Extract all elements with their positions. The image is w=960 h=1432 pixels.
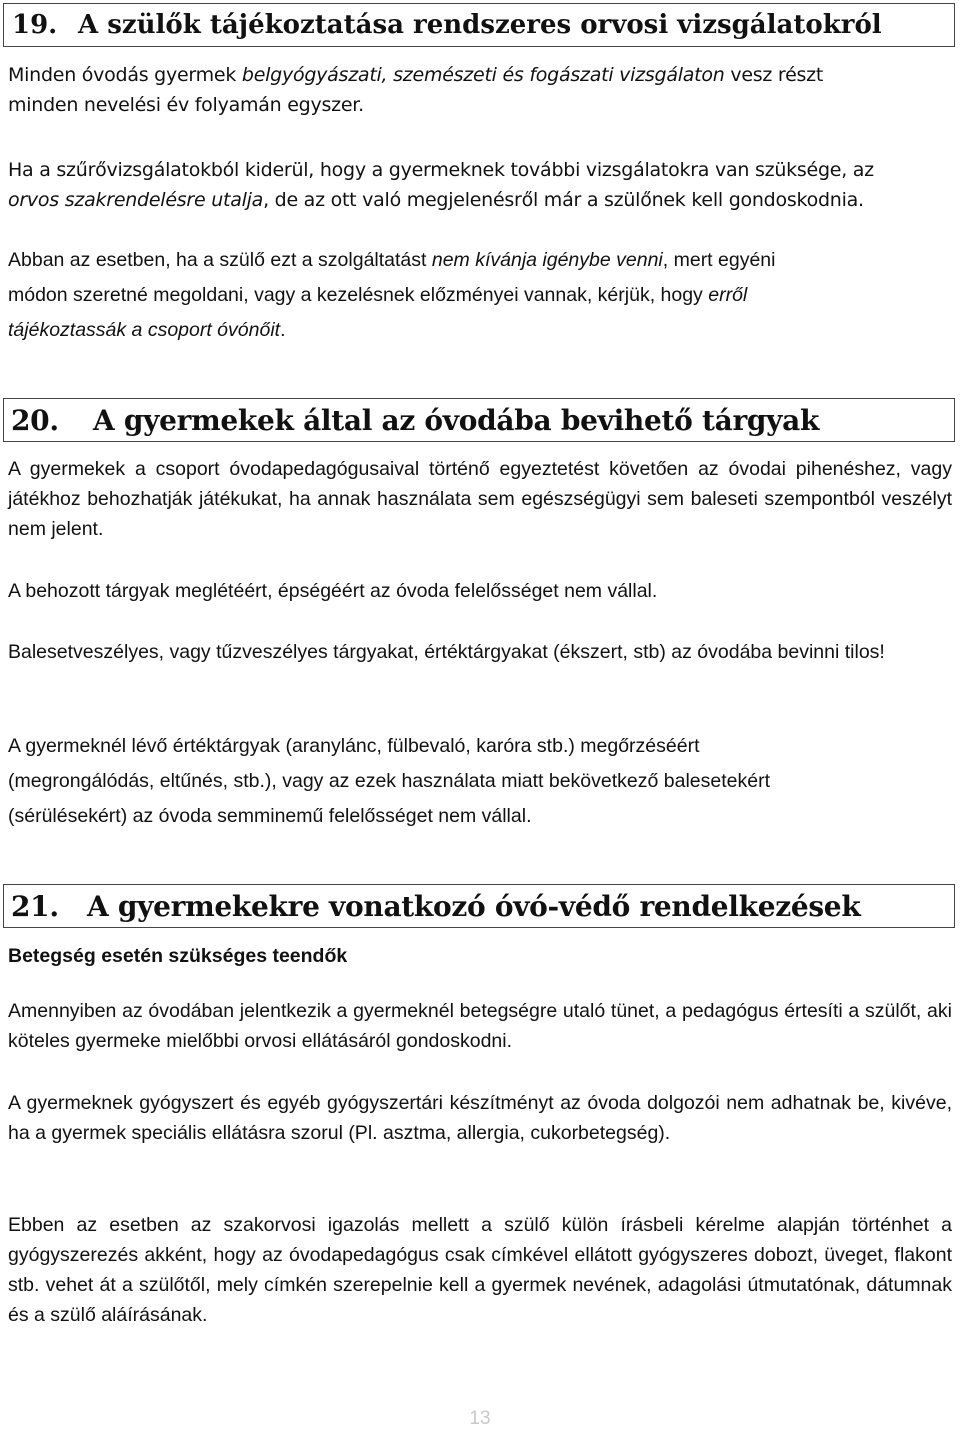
text-run: módon szeretné megoldani, vagy a kezelésnek előzményei vannak, kérjük, hogy (8, 284, 709, 306)
section-title: A szülők tájékoztatása rendszeres orvosi vizsgálatokról (78, 10, 882, 40)
text-run: Abban az esetben, ha a szülő ezt a szolgáltatást (8, 249, 432, 271)
text-line: Ha a szűrővizsgálatokból kiderül, hogy a gyermeknek további vizsgálatokra van szüksége, az (8, 159, 874, 181)
text-run: vesz részt (724, 64, 824, 86)
paragraph: A behozott tárgyak meglétéért, épségéért az óvoda felelősséget nem vállal. (8, 580, 658, 602)
section-number: 20. (11, 403, 59, 437)
subheading: Betegség esetén szükséges teendők (8, 945, 348, 967)
text-line: minden nevelési év folyamán egyszer. (8, 94, 364, 116)
paragraph (8, 60, 952, 120)
section-21-heading (3, 884, 955, 928)
page-number: 13 (469, 1408, 491, 1429)
text-run: Minden óvodás gyermek (8, 64, 242, 86)
paragraph (8, 729, 952, 834)
paragraph (8, 155, 952, 215)
paragraph: Balesetveszélyes, vagy tűzveszélyes tárgyakat, értéktárgyakat (ékszert, stb) az óvodába bevinni tilos! (8, 641, 885, 663)
paragraph (8, 243, 952, 348)
text-line: (megrongálódás, eltűnés, stb.), vagy az ezek használata miatt bekövetkező balesetekért (8, 770, 771, 792)
paragraph: A gyermeknek gyógyszert és egyéb gyógyszertári készítményt az óvoda dolgozói nem adhatnak be, kivéve, ha a gyermek speciális ellátásra szorul (Pl. asztma, allergia, cukorbetegség). (8, 1092, 952, 1144)
paragraph: Amennyiben az óvodában jelentkezik a gyermeknél betegségre utaló tünet, a pedagógus értesíti a szülőt, aki köteles gyermeke mielőbbi orvosi ellátásáról gondoskodni. (8, 1000, 952, 1052)
text-line: A gyermeknél lévő értéktárgyak (aranylánc, fülbevaló, karóra stb.) megőrzéséért (8, 735, 700, 757)
text-run: , de az ott való megjelenésről már a szülőnek kell gondoskodnia. (263, 189, 864, 211)
emphasis-text: tájékoztassák a csoport óvónőit (8, 319, 281, 341)
emphasis-text: nem kívánja igénybe venni (431, 249, 663, 271)
text-run: . (280, 319, 286, 341)
section-number: 21. (11, 889, 59, 923)
section-20-heading (3, 398, 955, 442)
text-run: , mert egyéni (662, 249, 776, 271)
paragraph: A gyermekek a csoport óvodapedagógusaival történő egyeztetést követően az óvodai pihenéshez, vagy játékhoz behozhatják játékukat, ha annak használata sem egészségügyi sem baleseti szempontból veszélyt nem jelent. (8, 458, 952, 540)
text-line: (sérülésekért) az óvoda semminemű felelősséget nem vállal. (8, 805, 532, 827)
section-title: A gyermekekre vonatkozó óvó-védő rendelkezések (87, 889, 861, 923)
section-19-heading (3, 3, 955, 47)
section-title: A gyermekek által az óvodába bevihető tárgyak (93, 403, 820, 437)
emphasis-text: erről (708, 284, 748, 306)
emphasis-text: orvos szakrendelésre utalja (8, 189, 264, 211)
emphasis-text: belgyógyászati, szemészeti és fogászati vizsgálaton (241, 64, 725, 86)
section-number: 19. (12, 10, 58, 40)
paragraph: Ebben az esetben az szakorvosi igazolás mellett a szülő külön írásbeli kérelme alapján történhet a gyógyszerezés akként, hogy az óvodapedagógus csak címkével ellátott gyógyszeres dobozt, üveget, flakont stb. vehet át a szülőtől, mely címkén szerepelnie kell a gyermek nevének, adagolási útmutatónak, dátumnak és a szülő aláírásának. (8, 1214, 952, 1326)
